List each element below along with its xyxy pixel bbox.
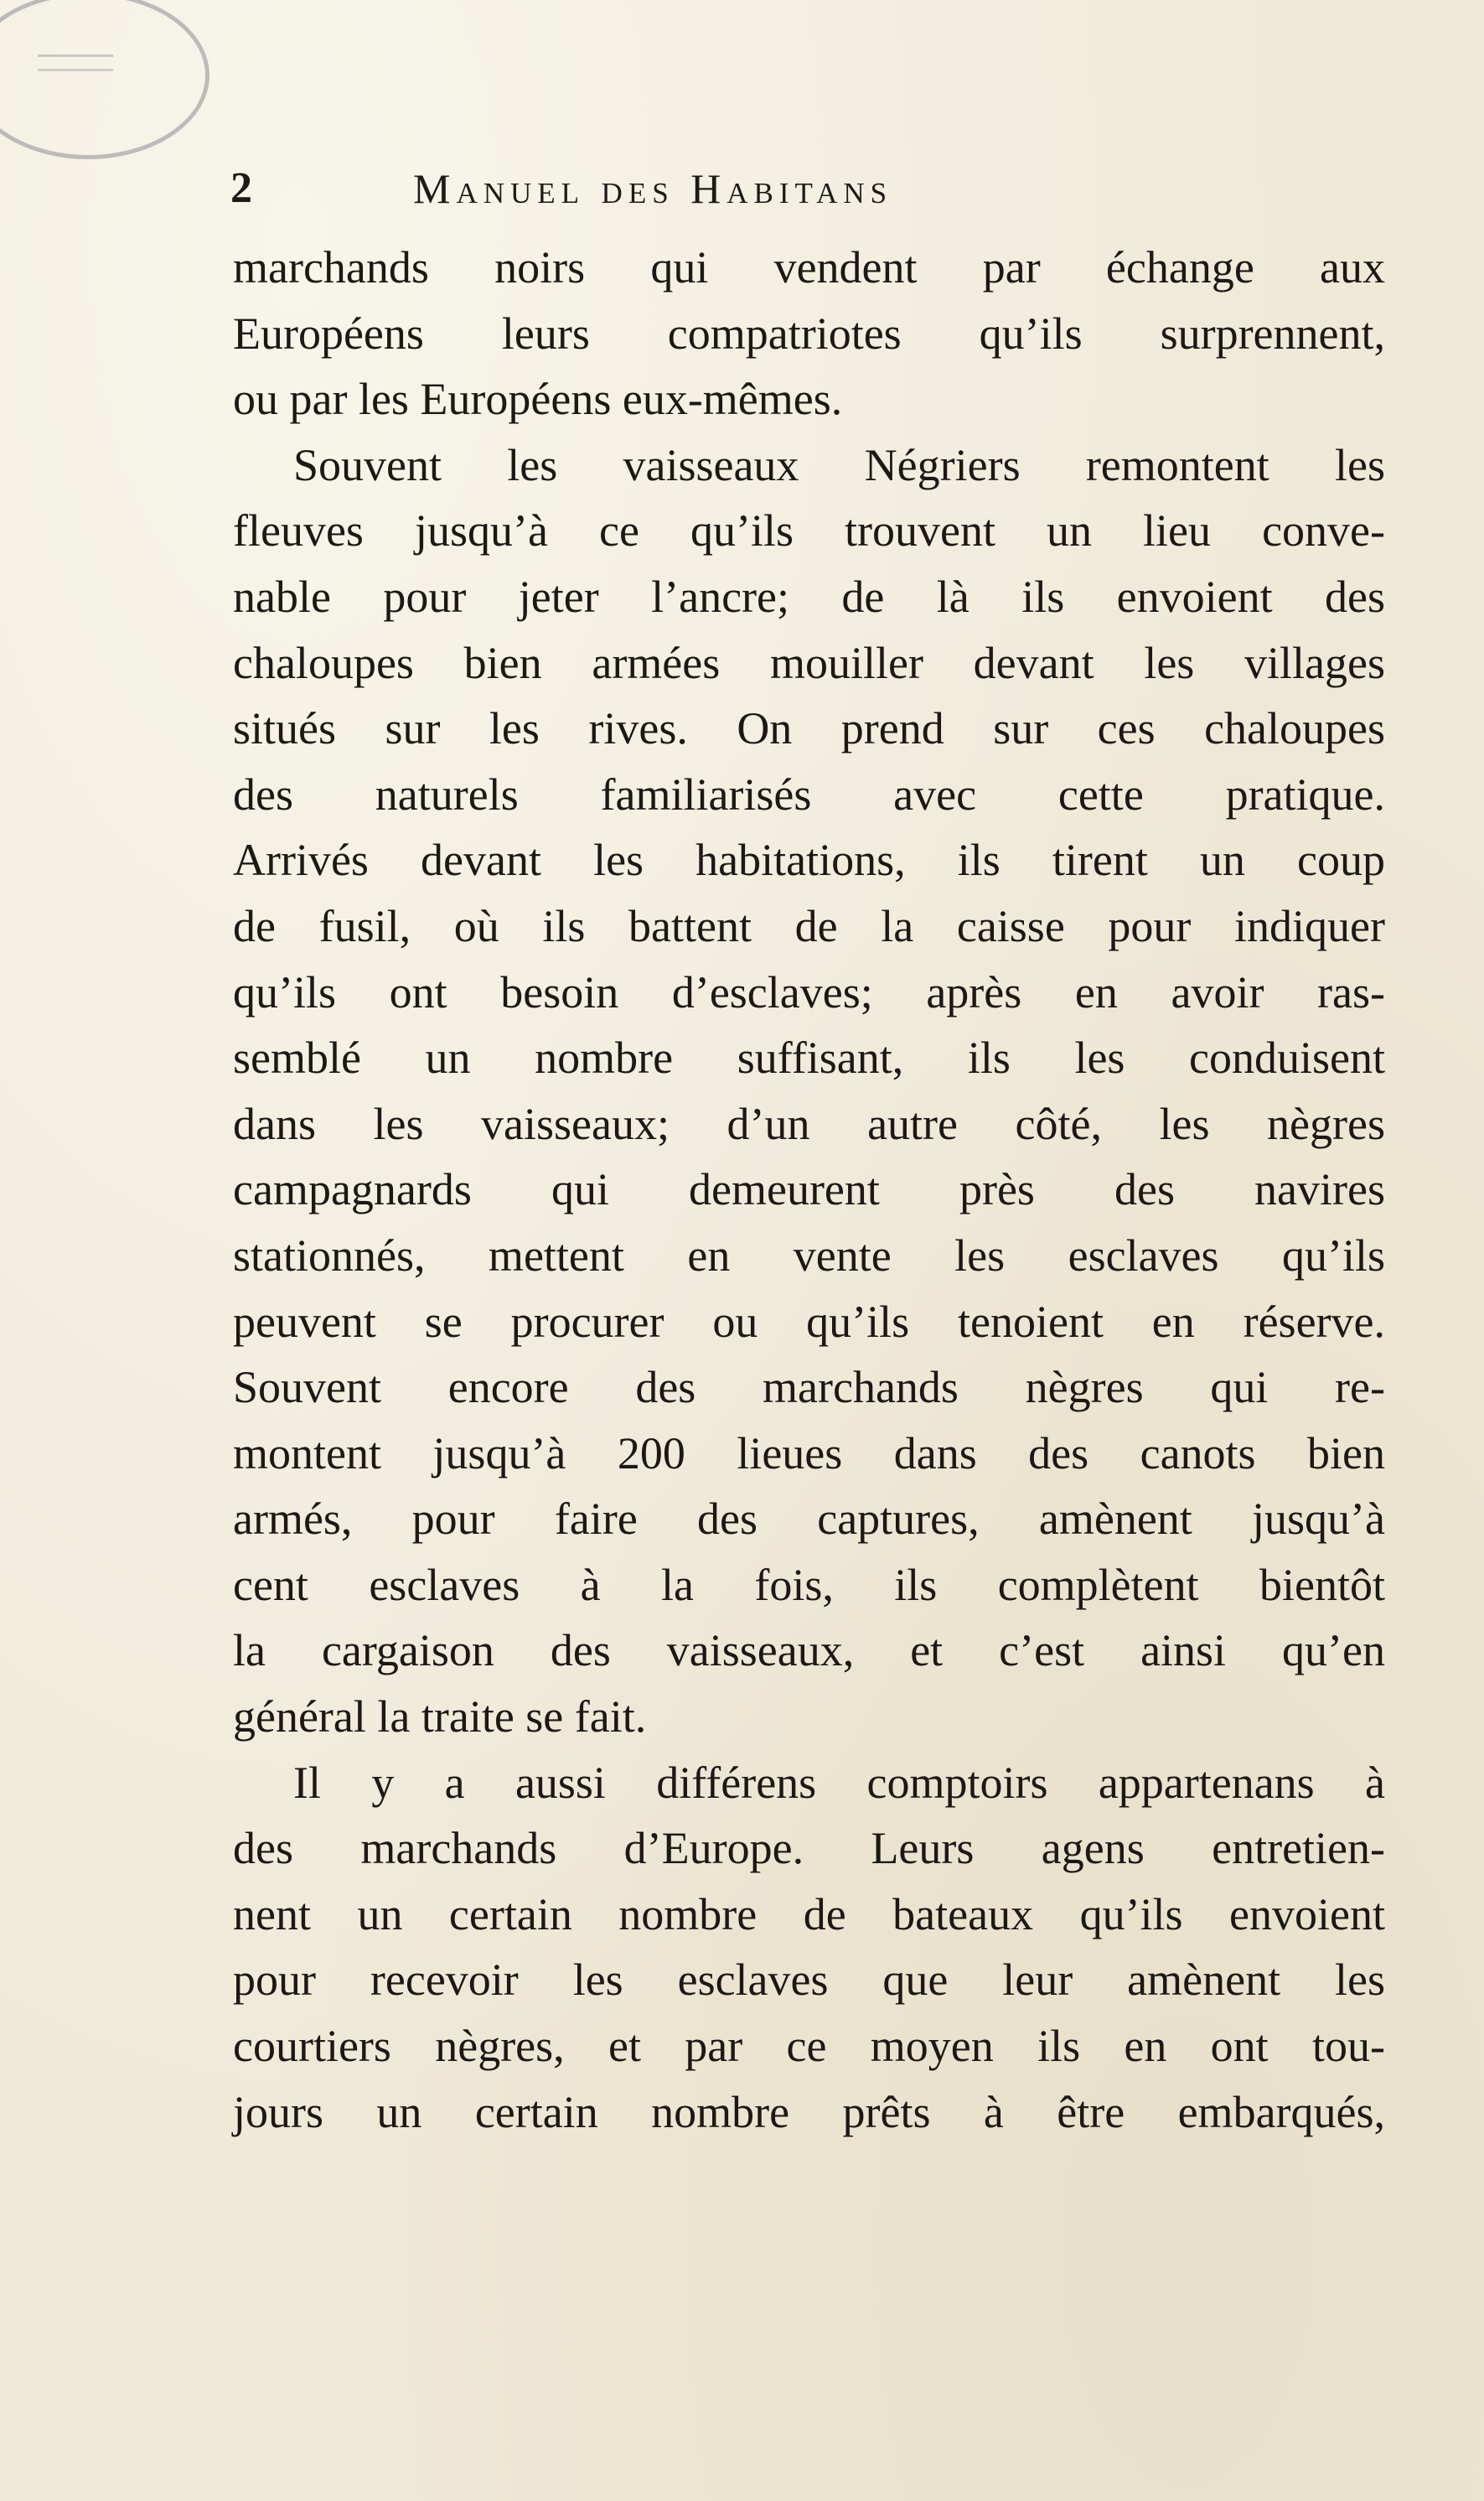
paragraph-3 bbox=[233, 1750, 1385, 2146]
text-line: Il y a aussi différens comptoirs appartenans à bbox=[293, 1757, 1385, 1808]
text-line: des marchands d’Europe. Leurs agens entretien- bbox=[233, 1823, 1385, 1874]
text-line: stationnés, mettent en vente les esclaves qu’ils bbox=[233, 1230, 1385, 1281]
text-line: de fusil, où ils battent de la caisse pour indiquer bbox=[233, 900, 1385, 951]
text-line: armés, pour faire des captures, amènent jusqu’à bbox=[233, 1494, 1385, 1545]
text-line: des naturels familiarisés avec cette pratique. bbox=[233, 769, 1385, 820]
text-line: Européens leurs compatriotes qu’ils surprennent, bbox=[233, 308, 1385, 359]
library-stamp bbox=[0, 0, 209, 159]
body-text bbox=[233, 235, 1385, 2145]
text-line: peuvent se procurer ou qu’ils tenoient en réserve. bbox=[233, 1296, 1385, 1347]
library-stamp-mark bbox=[38, 54, 113, 71]
running-head bbox=[230, 159, 1286, 218]
text-line: pour recevoir les esclaves que leur amènent les bbox=[233, 1955, 1385, 2006]
paragraph-1 bbox=[233, 235, 1385, 432]
text-line: situés sur les rives. On prend sur ces chaloupes bbox=[233, 703, 1385, 754]
text-line: courtiers nègres, et par ce moyen ils en ont tou- bbox=[233, 2021, 1385, 2072]
text-line: nent un certain nombre de bateaux qu’ils envoient bbox=[233, 1888, 1385, 1939]
text-line: général la traite se fait. bbox=[233, 1691, 647, 1742]
text-line: jours un certain nombre prêts à être embarqués, bbox=[233, 2086, 1385, 2137]
text-line: marchands noirs qui vendent par échange aux bbox=[233, 242, 1385, 293]
text-line: Souvent les vaisseaux Négriers remontent les bbox=[293, 439, 1385, 490]
page-number: 2 bbox=[230, 164, 252, 212]
text-line: Souvent encore des marchands nègres qui re- bbox=[233, 1362, 1385, 1413]
text-line: fleuves jusqu’à ce qu’ils trouvent un lieu conve- bbox=[233, 505, 1385, 557]
text-line: chaloupes bien armées mouiller devant les villages bbox=[233, 637, 1385, 688]
paragraph-2 bbox=[233, 432, 1385, 1750]
text-line: montent jusqu’à 200 lieues dans des canots bien bbox=[233, 1427, 1385, 1478]
text-line: campagnards qui demeurent près des navires bbox=[233, 1164, 1385, 1215]
running-title: Manuel des Habitans bbox=[413, 165, 893, 212]
text-line: dans les vaisseaux; d’un autre côté, les nègres bbox=[233, 1098, 1385, 1149]
text-line: qu’ils ont besoin d’esclaves; après en avoir ras- bbox=[233, 966, 1385, 1017]
text-line: la cargaison des vaisseaux, et c’est ainsi qu’en bbox=[233, 1625, 1385, 1676]
text-line: nable pour jeter l’ancre; de là ils envoient des bbox=[233, 571, 1385, 622]
text-line: Arrivés devant les habitations, ils tirent un coup bbox=[233, 835, 1385, 886]
text-line: ou par les Européens eux-mêmes. bbox=[233, 374, 843, 425]
text-line: cent esclaves à la fois, ils complètent bientôt bbox=[233, 1559, 1385, 1610]
text-line: semblé un nombre suffisant, ils les conduisent bbox=[233, 1033, 1385, 1084]
